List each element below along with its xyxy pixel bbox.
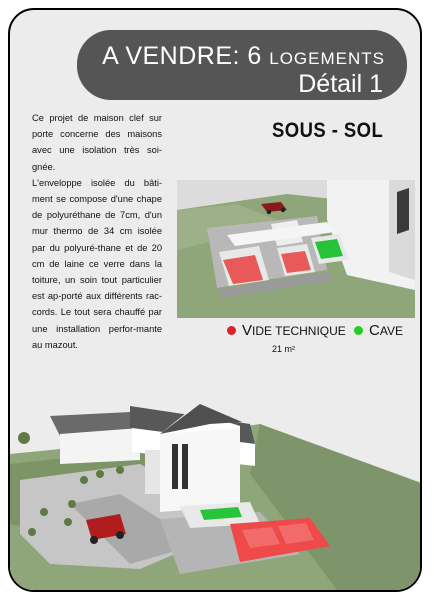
- basement-3d-plan: [177, 180, 415, 318]
- section-title: SOUS - SOL: [272, 119, 384, 142]
- site-3d-render: [10, 394, 422, 592]
- banner-title: [102, 42, 385, 71]
- banner-title-main: A VENDRE: 6: [102, 42, 270, 70]
- legend-vide-area: 21 m²: [272, 344, 296, 354]
- legend-cave-label: AVE: [379, 324, 403, 338]
- description-text: [32, 110, 162, 353]
- description-paragraph-1: Ce projet de maison clef sur porte concerne des maisons avec une isolation très soi-gnée.: [32, 113, 162, 172]
- page-card: [8, 8, 422, 592]
- legend-vide-label: IDE TECHNIQUE: [252, 324, 346, 338]
- green-dot-icon: [354, 326, 363, 335]
- banner-title-small: LOGEMENTS: [269, 49, 385, 68]
- title-banner: [77, 30, 407, 100]
- legend-vide-initial: V: [242, 322, 253, 339]
- legend-cave: [354, 322, 403, 339]
- description-paragraph-2: L'enveloppe isolée du bâti-ment se compose d'une chape de polyuréthane de 7cm, d'un mur thermo de 34 cm isolée par du polyuré-thane et de 20 cm de laine ce verre dans la toiture, un soin tout particulier est ap-porté aux différents rac-cords. Le tout sera chauffé par une installation perfor-mante au mazout.: [32, 177, 162, 350]
- legend-cave-initial: C: [369, 322, 380, 339]
- banner-subtitle: Détail 1: [298, 70, 383, 98]
- legend-vide-technique: [227, 322, 346, 339]
- red-dot-icon: [227, 326, 236, 335]
